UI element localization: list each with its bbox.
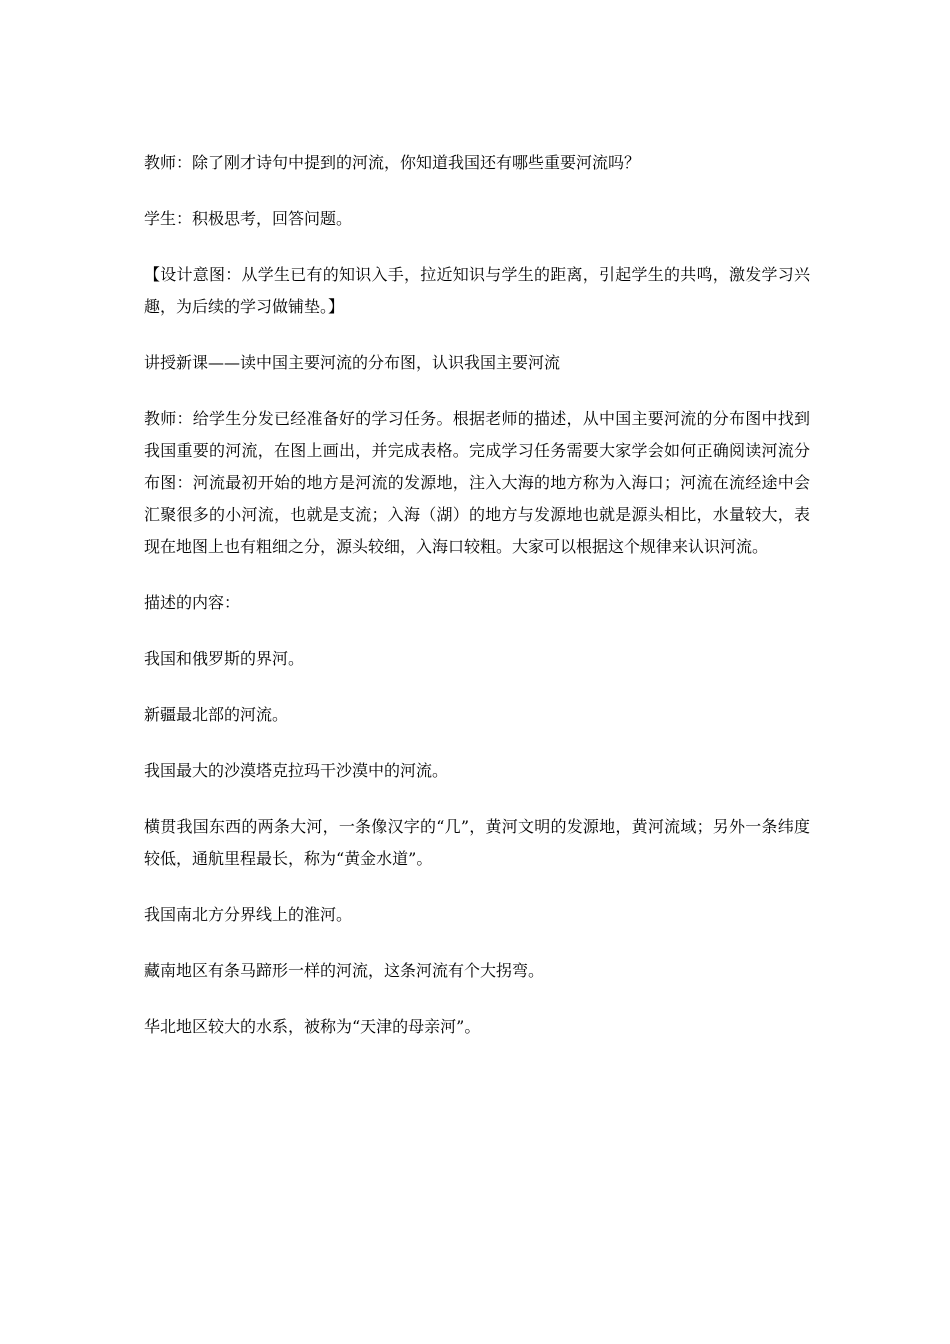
teacher-question-paragraph: 教师：除了刚才诗句中提到的河流，你知道我国还有哪些重要河流吗？ — [144, 153, 641, 172]
description-item: 横贯我国东西的两条大河，一条像汉字的“几”，黄河文明的发源地，黄河流域；另外一条纬度较低，通航里程最长，称为“黄金水道”。 — [144, 817, 810, 868]
description-item: 我国和俄罗斯的界河。 — [144, 649, 305, 668]
description-item: 我国南北方分界线上的淮河。 — [144, 905, 353, 924]
description-label: 描述的内容： — [144, 593, 241, 612]
description-item: 新疆最北部的河流。 — [144, 705, 289, 724]
new-lesson-heading: 讲授新课——读中国主要河流的分布图，认识我国主要河流 — [144, 353, 561, 372]
document-body — [144, 147, 810, 1067]
teacher-task-paragraph: 教师：给学生分发已经准备好的学习任务。根据老师的描述，从中国主要河流的分布图中找到我国重要的河流，在图上画出，并完成表格。完成学习任务需要大家学会如何正确阅读河流分布图：河流最初开始的地方是河流的发源地，注入大海的地方称为入海口；河流在流经途中会汇聚很多的小河流，也就是支流；入海（湖）的地方与发源地也就是源头相比，水量较大，表现在地图上也有粗细之分，源头较细，入海口较粗。大家可以根据这个规律来认识河流。 — [144, 409, 810, 556]
design-intent-paragraph: 【设计意图：从学生已有的知识入手，拉近知识与学生的距离，引起学生的共鸣，激发学习兴趣，为后续的学习做铺垫。】 — [144, 265, 810, 316]
description-item: 华北地区较大的水系，被称为“天津的母亲河”。 — [144, 1017, 481, 1036]
description-item: 藏南地区有条马蹄形一样的河流，这条河流有个大拐弯。 — [144, 961, 545, 980]
student-response-paragraph: 学生：积极思考，回答问题。 — [144, 209, 353, 228]
description-item: 我国最大的沙漠塔克拉玛干沙漠中的河流。 — [144, 761, 449, 780]
